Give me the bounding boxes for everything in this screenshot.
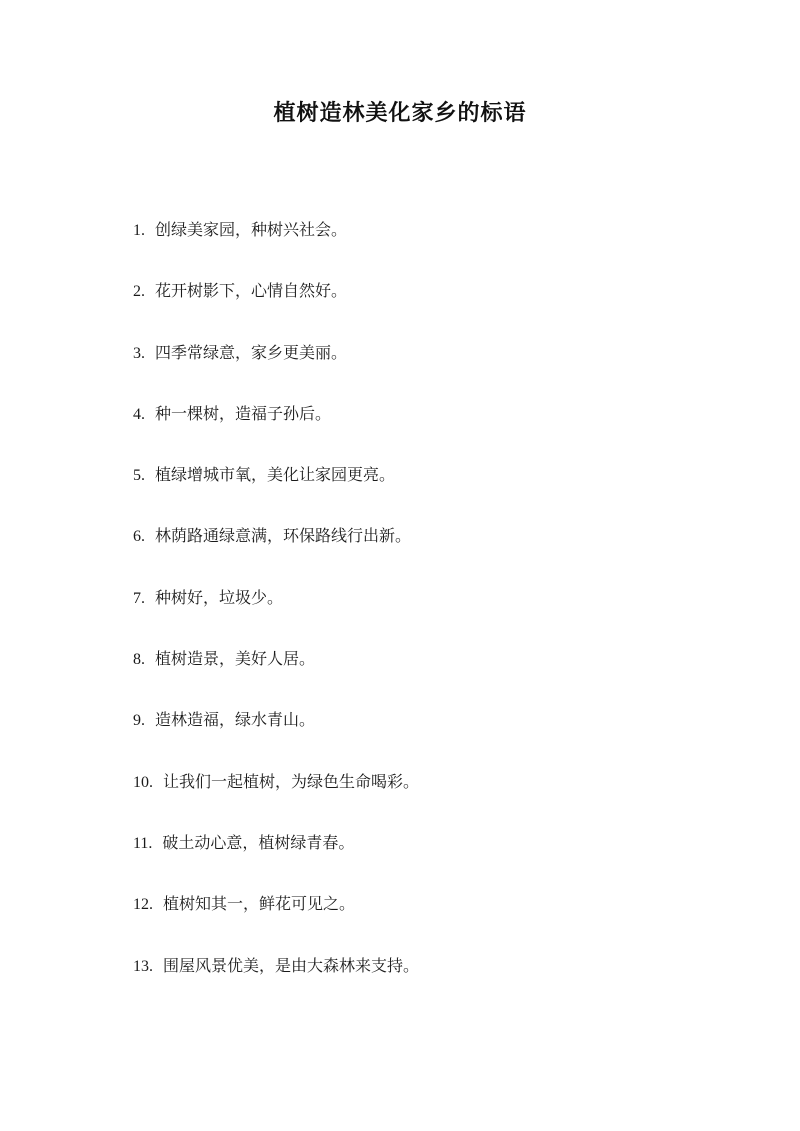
item-text: 花开树影下，心情自然好。 [155, 281, 348, 301]
item-number: 2. [133, 283, 145, 301]
list-item [133, 708, 419, 769]
list-item [133, 218, 419, 279]
item-text: 植绿增城市氧，美化让家园更亮。 [155, 465, 396, 485]
item-text: 造林造福，绿水青山。 [155, 710, 316, 730]
item-text: 植树知其一，鲜花可见之。 [163, 894, 356, 914]
item-number: 12. [133, 896, 153, 914]
item-number: 4. [133, 405, 145, 423]
list-item [133, 831, 419, 892]
list-item [133, 892, 419, 953]
item-text: 种一棵树，造福子孙后。 [155, 403, 332, 423]
item-number: 7. [133, 589, 145, 607]
list-item [133, 647, 419, 708]
item-text: 创绿美家园，种树兴社会。 [155, 220, 348, 239]
list-item [133, 954, 419, 1015]
item-number: 13. [133, 957, 153, 975]
item-number: 5. [133, 467, 145, 485]
item-number: 6. [133, 528, 145, 546]
item-number: 1. [133, 222, 145, 239]
list-item [133, 463, 419, 524]
item-number: 10. [133, 773, 153, 791]
item-text: 植树造景，美好人居。 [155, 649, 316, 669]
item-text: 破土动心意，植树绿青春。 [162, 832, 355, 852]
item-number: 11. [133, 834, 153, 852]
list-item [133, 402, 419, 463]
slogan-list [133, 218, 419, 1015]
item-text: 林荫路通绿意满，环保路线行出新。 [155, 526, 412, 546]
item-text: 四季常绿意，家乡更美丽。 [155, 342, 348, 362]
item-text: 让我们一起植树，为绿色生命喝彩。 [163, 771, 420, 791]
item-number: 9. [133, 712, 145, 730]
list-item [133, 770, 419, 831]
list-item [133, 586, 419, 647]
list-item [133, 279, 419, 340]
item-number: 8. [133, 651, 145, 669]
list-item [133, 341, 419, 402]
item-text: 种树好，垃圾少。 [155, 587, 284, 607]
list-item [133, 524, 419, 585]
item-text: 围屋风景优美，是由大森林来支持。 [163, 955, 420, 975]
item-number: 3. [133, 344, 145, 362]
document-title: 植树造林美化家乡的标语 [273, 100, 527, 126]
